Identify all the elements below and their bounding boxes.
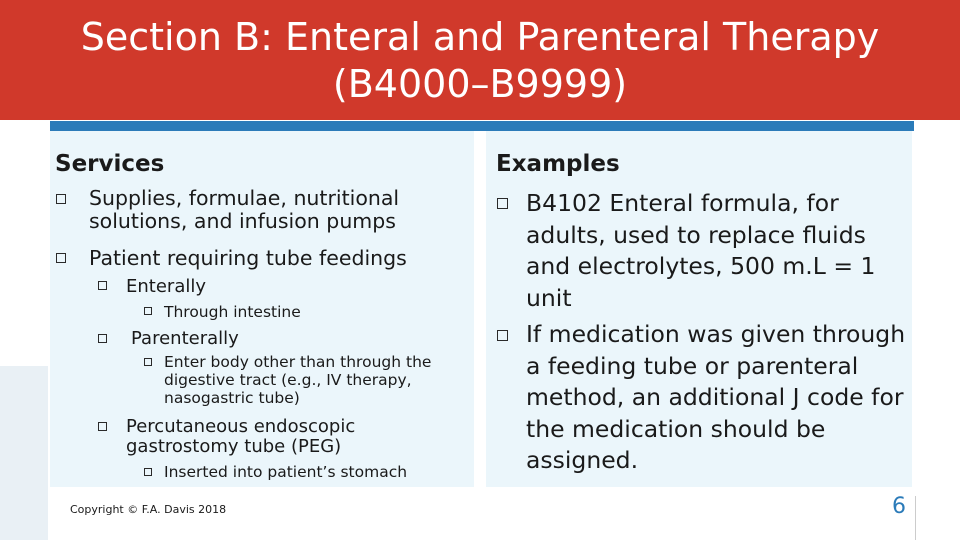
- slide-title: [0, 14, 960, 108]
- sub-item-parenterally: Parenterally: [131, 328, 239, 349]
- medication-line2: a feeding tube or parenteral: [526, 351, 859, 380]
- enter-body-line1: Enter body other than through the: [164, 353, 432, 371]
- bullet-box-icon: [98, 281, 107, 290]
- decorative-side-block: [0, 366, 48, 540]
- services-item-tube-feedings: Patient requiring tube feedings: [89, 246, 407, 270]
- sub-item-inserted: Inserted into patient’s stomach: [164, 463, 408, 481]
- examples-item-b4102: [526, 188, 875, 314]
- b4102-line3: and electrolytes, 500 m.L = 1: [526, 252, 876, 280]
- medication-line1: If medication was given through: [526, 320, 906, 348]
- peg-line2: gastrostomy tube (PEG): [126, 436, 342, 457]
- examples-panel: [486, 131, 912, 487]
- sub-item-peg: [126, 417, 355, 457]
- copyright-notice: Copyright © F.A. Davis 2018: [70, 503, 227, 516]
- bullet-box-icon: [144, 468, 152, 476]
- title-line-2: (B4000–B9999): [332, 62, 628, 106]
- page-number: 6: [892, 494, 906, 519]
- title-line-1: Section B: Enteral and Parenteral Therapy: [80, 15, 880, 59]
- footer-divider: [915, 496, 916, 540]
- b4102-line1: B4102 Enteral formula, for: [526, 189, 839, 217]
- bullet-box-icon: [56, 253, 66, 263]
- medication-line3: method, an additional J code for: [526, 383, 904, 411]
- services-item-supplies-line2: solutions, and infusion pumps: [89, 209, 396, 233]
- examples-item-medication: [526, 319, 905, 477]
- services-item-supplies-line1: Supplies, formulae, nutritional: [89, 186, 400, 210]
- bullet-box-icon: [144, 358, 152, 366]
- bullet-box-icon: [98, 422, 107, 431]
- sub-item-through-intestine: Through intestine: [164, 303, 301, 321]
- bullet-box-icon: [56, 194, 66, 204]
- medication-line4: the medication should be: [526, 414, 826, 443]
- examples-heading: Examples: [496, 151, 620, 177]
- medication-line5: assigned.: [526, 446, 639, 474]
- accent-bar: [50, 121, 914, 131]
- bullet-box-icon: [497, 330, 508, 341]
- bullet-box-icon: [98, 334, 107, 343]
- sub-item-enter-body: [164, 353, 431, 407]
- b4102-line4: unit: [526, 283, 572, 312]
- peg-line1: Percutaneous endoscopic: [126, 416, 356, 437]
- bullet-box-icon: [497, 198, 508, 209]
- sub-item-enterally: Enterally: [126, 276, 206, 297]
- services-heading: Services: [55, 151, 165, 177]
- b4102-line2: adults, used to replace fluids: [526, 220, 866, 249]
- enter-body-line2: digestive tract (e.g., IV therapy,: [164, 371, 412, 389]
- services-item-supplies: [89, 187, 399, 233]
- services-panel: [50, 131, 474, 487]
- bullet-box-icon: [144, 307, 152, 315]
- enter-body-line3: nasogastric tube): [164, 389, 300, 407]
